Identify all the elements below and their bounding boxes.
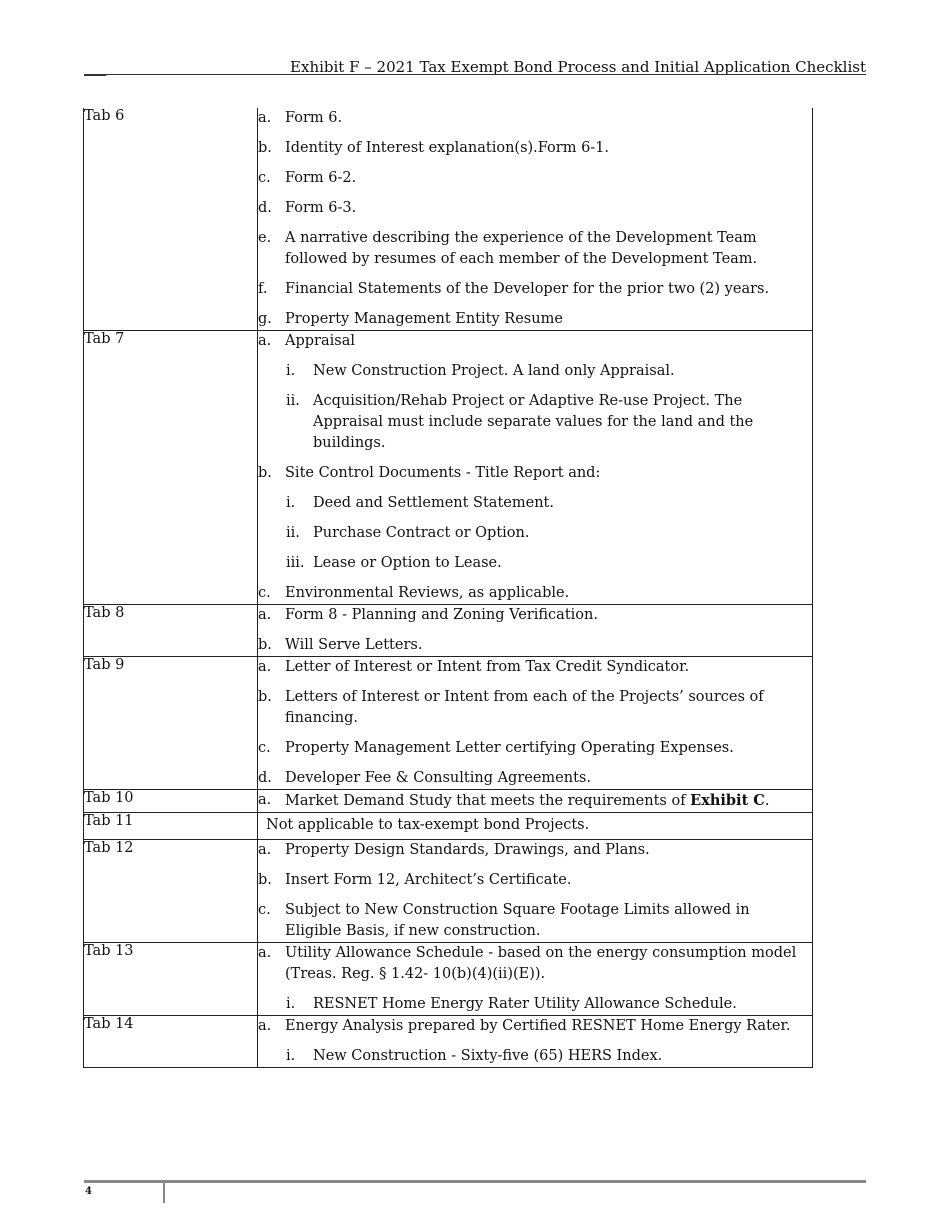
item-text-main: Acquisition/Rehab Project or Adaptive Re-use Project. The Appraisal must include separate values for the land and the buildings. xyxy=(313,393,754,451)
item-marker: g. xyxy=(258,311,272,327)
item-text xyxy=(285,228,812,270)
tab-label: Tab 10 xyxy=(84,790,258,813)
checklist-item xyxy=(258,279,812,300)
checklist-item xyxy=(258,657,812,678)
checklist-row xyxy=(84,657,813,790)
item-marker: a. xyxy=(258,792,272,808)
tab-label: Tab 13 xyxy=(84,943,258,1016)
checklist-row xyxy=(84,943,813,1016)
document-header-title: Exhibit F – 2021 Tax Exempt Bond Process and Initial Application Checklist xyxy=(290,58,866,76)
item-marker: iii. xyxy=(286,555,305,571)
item-text-main: Market Demand Study that meets the requirements of xyxy=(285,793,691,809)
tab-items xyxy=(258,657,813,790)
item-text xyxy=(285,657,812,678)
item-text xyxy=(313,493,812,514)
item-text-main: Energy Analysis prepared by Certified RESNET Home Energy Rater. xyxy=(285,1018,791,1034)
item-text xyxy=(285,1016,812,1037)
tab-items xyxy=(258,108,813,331)
checklist-item xyxy=(258,900,812,942)
item-text-main: Property Management Entity Resume xyxy=(285,311,563,327)
item-marker: i. xyxy=(286,1048,296,1064)
item-text-main: Subject to New Construction Square Footage Limits allowed in Eligible Basis, if new construction. xyxy=(285,902,750,939)
checklist-row xyxy=(84,840,813,943)
checklist-row xyxy=(84,813,813,840)
checklist-row xyxy=(84,790,813,813)
checklist-item xyxy=(258,228,812,270)
item-marker: f. xyxy=(258,281,268,297)
item-text xyxy=(313,391,812,454)
item-marker: d. xyxy=(258,200,272,216)
checklist-item xyxy=(258,687,812,729)
checklist-item xyxy=(258,463,812,484)
checklist-subitem xyxy=(286,994,812,1015)
checklist-item xyxy=(258,138,812,159)
checklist-item xyxy=(258,331,812,352)
checklist-item xyxy=(258,790,812,812)
checklist-subitem xyxy=(286,553,812,574)
checklist-row xyxy=(84,331,813,605)
checklist-item xyxy=(258,309,812,330)
tab-label: Tab 14 xyxy=(84,1016,258,1068)
checklist-item xyxy=(258,943,812,985)
item-marker: b. xyxy=(258,689,272,705)
page-number: 4 xyxy=(85,1186,92,1197)
tab-items xyxy=(258,943,813,1016)
tab-items xyxy=(258,331,813,605)
item-marker: b. xyxy=(258,637,272,653)
item-text xyxy=(285,168,812,189)
item-text-main: Property Design Standards, Drawings, and Plans. xyxy=(285,842,650,858)
checklist-item xyxy=(258,768,812,789)
item-text-bold: Exhibit C xyxy=(690,792,765,809)
item-marker: a. xyxy=(258,607,272,623)
item-text xyxy=(285,738,812,759)
item-text-main: Form 6-3. xyxy=(285,200,357,216)
tab-items xyxy=(258,605,813,657)
item-marker: b. xyxy=(258,872,272,888)
checklist-item xyxy=(258,738,812,759)
item-text xyxy=(285,768,812,789)
tab-label: Tab 11 xyxy=(84,813,258,840)
item-marker: i. xyxy=(286,996,296,1012)
item-text xyxy=(285,279,812,300)
footer-tick xyxy=(163,1183,165,1203)
item-text-main: Insert Form 12, Architect’s Certificate. xyxy=(285,872,572,888)
item-text xyxy=(313,1046,812,1067)
item-text-main: Utility Allowance Schedule - based on the energy consumption model (Treas. Reg. § 1.42- 10(b)(4)(ii)(E)). xyxy=(285,945,797,982)
item-marker: d. xyxy=(258,770,272,786)
item-text-main: Identity of Interest explanation(s).Form 6-1. xyxy=(285,140,610,156)
checklist-item xyxy=(258,108,812,129)
item-text-main: Financial Statements of the Developer for the prior two (2) years. xyxy=(285,281,770,297)
tab-items xyxy=(258,840,813,943)
item-text-main: Letters of Interest or Intent from each of the Projects’ sources of financing. xyxy=(285,689,764,726)
item-text xyxy=(285,198,812,219)
item-text-main: Will Serve Letters. xyxy=(285,637,423,653)
checklist-item xyxy=(258,635,812,656)
tab-label: Tab 9 xyxy=(84,657,258,790)
item-text xyxy=(285,583,812,604)
tab-items xyxy=(258,1016,813,1068)
checklist-subitem xyxy=(286,391,812,454)
item-text xyxy=(285,463,812,484)
item-text-main: Form 6. xyxy=(285,110,343,126)
item-text xyxy=(313,994,812,1015)
item-marker: e. xyxy=(258,230,272,246)
item-marker: a. xyxy=(258,659,272,675)
item-marker: a. xyxy=(258,110,272,126)
checklist-table xyxy=(83,108,813,1068)
item-text-main: New Construction Project. A land only Appraisal. xyxy=(313,363,675,379)
checklist-subitem xyxy=(286,1046,812,1067)
checklist-subitem xyxy=(286,523,812,544)
item-text-main: Form 8 - Planning and Zoning Verification. xyxy=(285,607,598,623)
item-text xyxy=(285,943,812,985)
header-rule-accent xyxy=(84,75,106,76)
footer-rule xyxy=(84,1180,866,1183)
item-text xyxy=(285,309,812,330)
item-text-main: Developer Fee & Consulting Agreements. xyxy=(285,770,591,786)
checklist-body xyxy=(84,108,813,1068)
item-text-main: New Construction - Sixty-five (65) HERS Index. xyxy=(313,1048,663,1064)
item-marker: ii. xyxy=(286,525,300,541)
item-text-main: Deed and Settlement Statement. xyxy=(313,495,554,511)
checklist-subitem xyxy=(286,361,812,382)
tab-items xyxy=(258,790,813,813)
item-marker: c. xyxy=(258,170,271,186)
item-marker: c. xyxy=(258,585,271,601)
header-rule xyxy=(84,74,866,75)
tab-items: Not applicable to tax-exempt bond Projects. xyxy=(258,813,813,840)
checklist-item xyxy=(258,198,812,219)
checklist-item xyxy=(258,1016,812,1037)
item-marker: c. xyxy=(258,902,271,918)
checklist-subitem xyxy=(286,493,812,514)
item-text xyxy=(285,870,812,891)
tab-label: Tab 7 xyxy=(84,331,258,605)
item-marker: a. xyxy=(258,333,272,349)
checklist-item xyxy=(258,168,812,189)
item-marker: b. xyxy=(258,140,272,156)
item-marker: a. xyxy=(258,945,272,961)
checklist-row xyxy=(84,1016,813,1068)
checklist-item xyxy=(258,870,812,891)
checklist-row xyxy=(84,605,813,657)
item-text xyxy=(285,900,812,942)
item-text xyxy=(285,790,812,812)
item-text-main: Property Management Letter certifying Operating Expenses. xyxy=(285,740,734,756)
item-text-main: Purchase Contract or Option. xyxy=(313,525,530,541)
item-marker: a. xyxy=(258,1018,272,1034)
item-text-main: Letter of Interest or Intent from Tax Credit Syndicator. xyxy=(285,659,690,675)
checklist-item xyxy=(258,605,812,626)
item-text-main: RESNET Home Energy Rater Utility Allowance Schedule. xyxy=(313,996,737,1012)
checklist-item xyxy=(258,840,812,861)
item-text xyxy=(285,605,812,626)
item-marker: ii. xyxy=(286,393,300,409)
checklist-item xyxy=(258,583,812,604)
item-text-main: A narrative describing the experience of the Development Team followed by resumes of each member of the Development Team. xyxy=(285,230,758,267)
checklist-row xyxy=(84,108,813,331)
item-marker: i. xyxy=(286,495,296,511)
item-text xyxy=(313,523,812,544)
item-text-main: Lease or Option to Lease. xyxy=(313,555,502,571)
item-text xyxy=(313,361,812,382)
item-text-main: Site Control Documents - Title Report and: xyxy=(285,465,601,481)
item-text xyxy=(285,635,812,656)
item-text xyxy=(285,687,812,729)
item-marker: b. xyxy=(258,465,272,481)
item-text xyxy=(285,138,812,159)
item-text-main: Appraisal xyxy=(285,333,355,349)
item-marker: a. xyxy=(258,842,272,858)
item-text xyxy=(285,840,812,861)
item-marker: i. xyxy=(286,363,296,379)
item-text xyxy=(313,553,812,574)
item-text-main: Environmental Reviews, as applicable. xyxy=(285,585,570,601)
tab-label: Tab 8 xyxy=(84,605,258,657)
tab-label: Tab 6 xyxy=(84,108,258,331)
item-text-suffix: . xyxy=(764,793,770,809)
item-text xyxy=(285,108,812,129)
item-text-main: Form 6-2. xyxy=(285,170,357,186)
tab-label: Tab 12 xyxy=(84,840,258,943)
item-text xyxy=(285,331,812,352)
item-marker: c. xyxy=(258,740,271,756)
